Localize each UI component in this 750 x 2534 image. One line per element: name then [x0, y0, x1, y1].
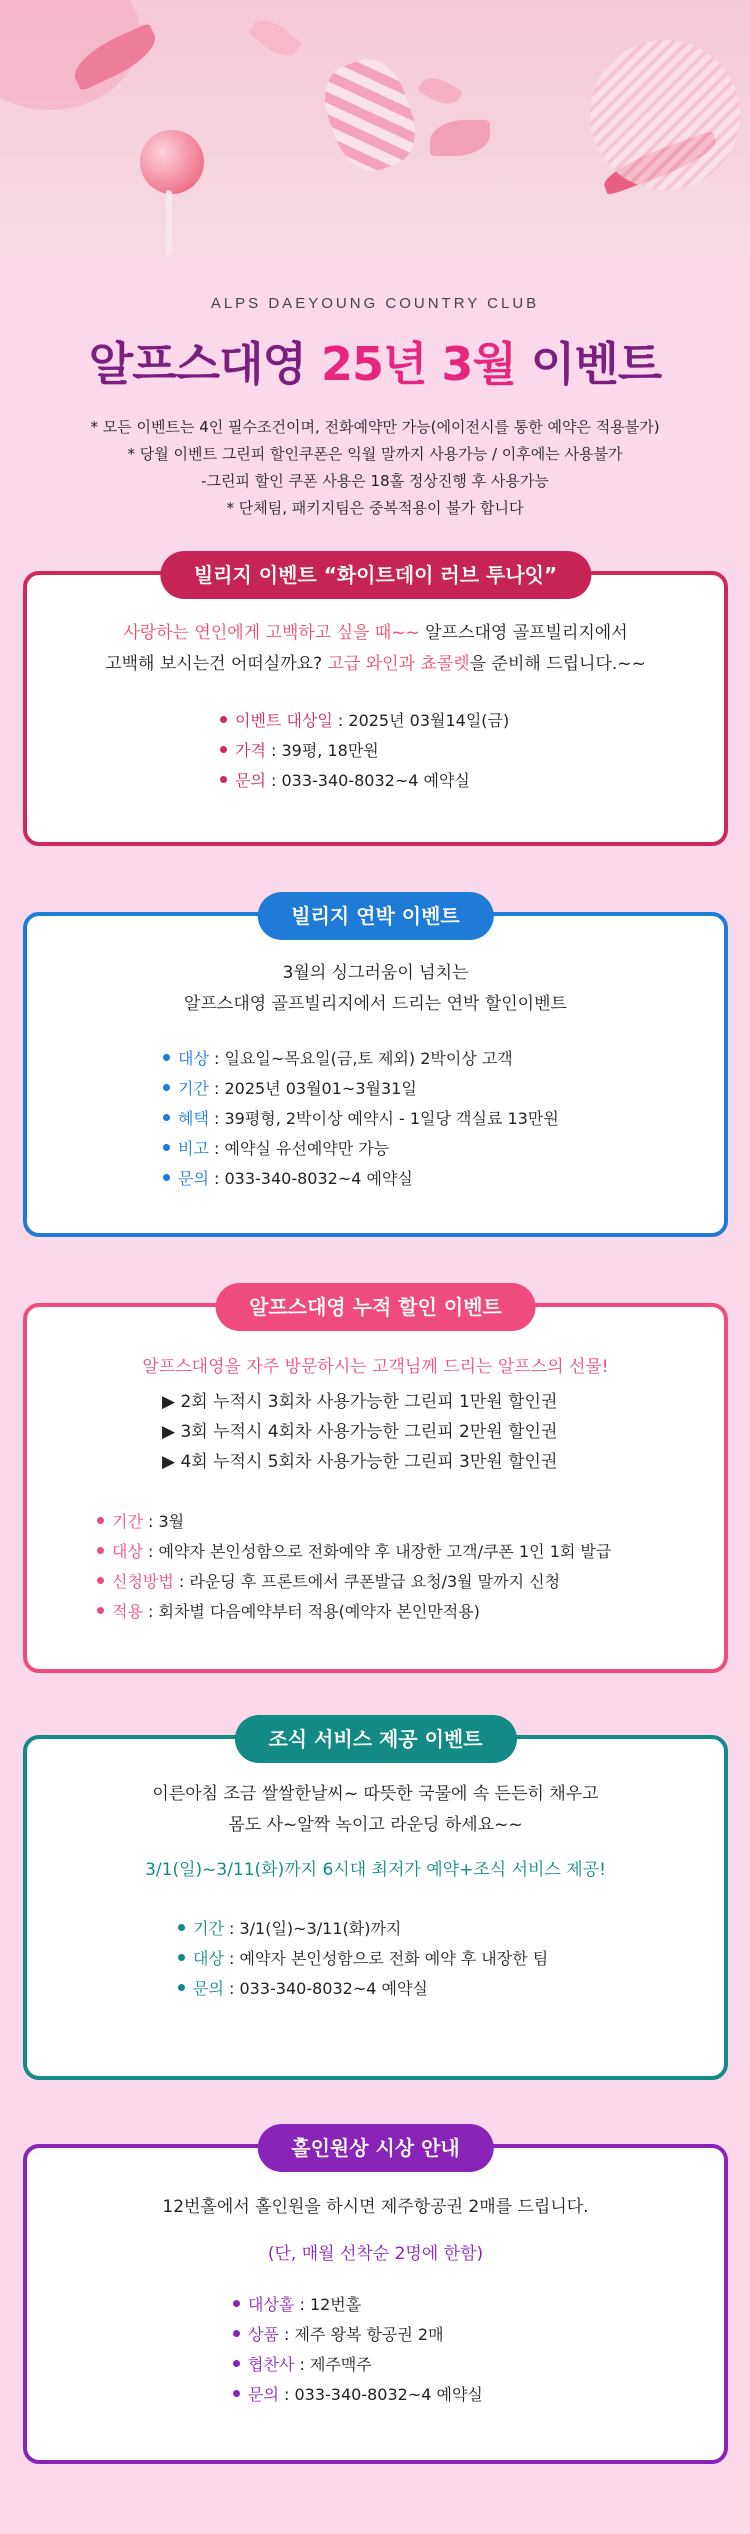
white-day-lead: 사랑하는 연인에게 고백하고 싶을 때~~ 알프스대영 골프빌리지에서 고백해 보시는건 어떠실까요? 고급 와인과 쵸콜렛을 준비해 드립니다.~~	[105, 623, 646, 674]
title-suffix: 이벤트	[530, 337, 662, 391]
section-title-cumulative: 알프스대영 누적 할인 이벤트	[215, 1283, 536, 1331]
section-title-hole-in-one: 홀인원상 시상 안내	[257, 2124, 494, 2172]
white-day-details	[220, 706, 724, 796]
section-hole-in-one	[23, 2136, 728, 2464]
petal-decoration	[417, 71, 463, 110]
note-line: -그린피 할인 쿠폰 사용은 18홀 정상진행 후 사용가능	[201, 472, 549, 490]
event-notes	[0, 414, 750, 522]
list-item: 문의 : 033-340-8032~4 예약실	[163, 1164, 724, 1194]
list-item: 협찬사 : 제주맥주	[233, 2350, 724, 2380]
tier-item: ▶ 2회 누적시 3회차 사용가능한 그린피 1만원 할인권	[162, 1392, 558, 1412]
petal-decoration	[430, 120, 490, 156]
list-item: 문의 : 033-340-8032~4 예약실	[178, 1974, 724, 2004]
section-title-breakfast: 조식 서비스 제공 이벤트	[234, 1715, 516, 1763]
hole-in-one-highlight: (단, 매월 선착순 2명에 한함)	[267, 2244, 484, 2264]
club-name: ALPS DAEYOUNG COUNTRY CLUB	[210, 295, 540, 312]
list-item: 기간 : 3/1(일)~3/11(화)까지	[178, 1914, 724, 1944]
event-header	[0, 255, 750, 522]
petal-decoration	[247, 12, 302, 64]
list-item: 대상 : 예약자 본인성함으로 전화예약 후 내장한 고객/쿠폰 1인 1회 발급	[97, 1537, 724, 1567]
list-item: 상품 : 제주 왕복 항공권 2매	[233, 2320, 724, 2350]
list-item: 대상 : 일요일~목요일(금,토 제외) 2박이상 고객	[163, 1044, 724, 1074]
cumulative-details	[97, 1507, 724, 1627]
wrapped-candy-decoration	[314, 50, 427, 181]
tier-item: ▶ 3회 누적시 4회차 사용가능한 그린피 2만원 할인권	[162, 1422, 558, 1442]
list-item: 신청방법 : 라운딩 후 프론트에서 쿠폰발급 요청/3월 말까지 신청	[97, 1567, 724, 1597]
striped-circle-decoration	[590, 40, 740, 190]
section-cumulative	[23, 1295, 728, 1673]
list-item: 기간 : 3월	[97, 1507, 724, 1537]
breakfast-highlight: 3/1(일)~3/11(화)까지 6시대 최저가 예약+조식 서비스 제공!	[145, 1860, 606, 1880]
page-title	[0, 328, 750, 394]
villa-stay-lead: 3월의 싱그러움이 넘치는 알프스대영 골프빌리지에서 드리는 연박 할인이벤트	[184, 963, 567, 1014]
list-item: 이벤트 대상일 : 2025년 03월14일(금)	[220, 706, 724, 736]
villa-stay-details	[163, 1044, 724, 1194]
lollipop-decoration	[140, 130, 204, 194]
hole-in-one-lead: 12번홀에서 홀인원을 하시면 제주항공권 2매를 드립니다.	[162, 2197, 589, 2217]
breakfast-details	[178, 1914, 724, 2004]
section-white-day	[23, 563, 728, 846]
lollipop-stick	[166, 190, 172, 255]
list-item: 기간 : 2025년 03월01~3월31일	[163, 1074, 724, 1104]
list-item: 가격 : 39평, 18만원	[220, 736, 724, 766]
section-villa-stay	[23, 904, 728, 1237]
cumulative-lead: 알프스대영을 자주 방문하시는 고객님께 드리는 알프스의 선물!	[142, 1357, 609, 1377]
list-item: 문의 : 033-340-8032~4 예약실	[220, 766, 724, 796]
breakfast-lead: 이른아침 조금 쌀쌀한날씨~ 따뜻한 국물에 속 든든히 채우고 몸도 사~알짝 녹이고 라운딩 하세요~~	[152, 1784, 599, 1835]
note-line: * 모든 이벤트는 4인 필수조건이며, 전화예약만 가능(에이전시를 통한 예약은 적용불가)	[90, 418, 660, 436]
section-breakfast	[23, 1727, 728, 2080]
list-item: 적용 : 회차별 다음예약부터 적용(예약자 본인만적용)	[97, 1597, 724, 1627]
title-prefix: 알프스대영	[88, 337, 306, 391]
hole-in-one-details	[233, 2290, 724, 2410]
section-title-villa-stay: 빌리지 연박 이벤트	[257, 892, 494, 940]
note-line: * 단체팀, 패키지팀은 중복적용이 불가 합니다	[226, 499, 524, 517]
list-item: 대상홀 : 12번홀	[233, 2290, 724, 2320]
title-accent: 25년 3월	[320, 337, 516, 391]
list-item: 문의 : 033-340-8032~4 예약실	[233, 2380, 724, 2410]
hero-banner	[0, 0, 750, 255]
list-item: 혜택 : 39평형, 2박이상 예약시 - 1일당 객실료 13만원	[163, 1104, 724, 1134]
note-line: * 당월 이벤트 그린피 할인쿠폰은 익월 말까지 사용가능 / 이후에는 사용불가	[127, 445, 623, 463]
section-title-white-day: 빌리지 이벤트 “화이트데이 러브 투나잇”	[160, 551, 591, 599]
cumulative-tiers	[162, 1387, 724, 1477]
list-item: 대상 : 예약자 본인성함으로 전화 예약 후 내장한 팀	[178, 1944, 724, 1974]
tier-item: ▶ 4회 누적시 5회차 사용가능한 그린피 3만원 할인권	[162, 1452, 558, 1472]
list-item: 비고 : 예약실 유선예약만 가능	[163, 1134, 724, 1164]
